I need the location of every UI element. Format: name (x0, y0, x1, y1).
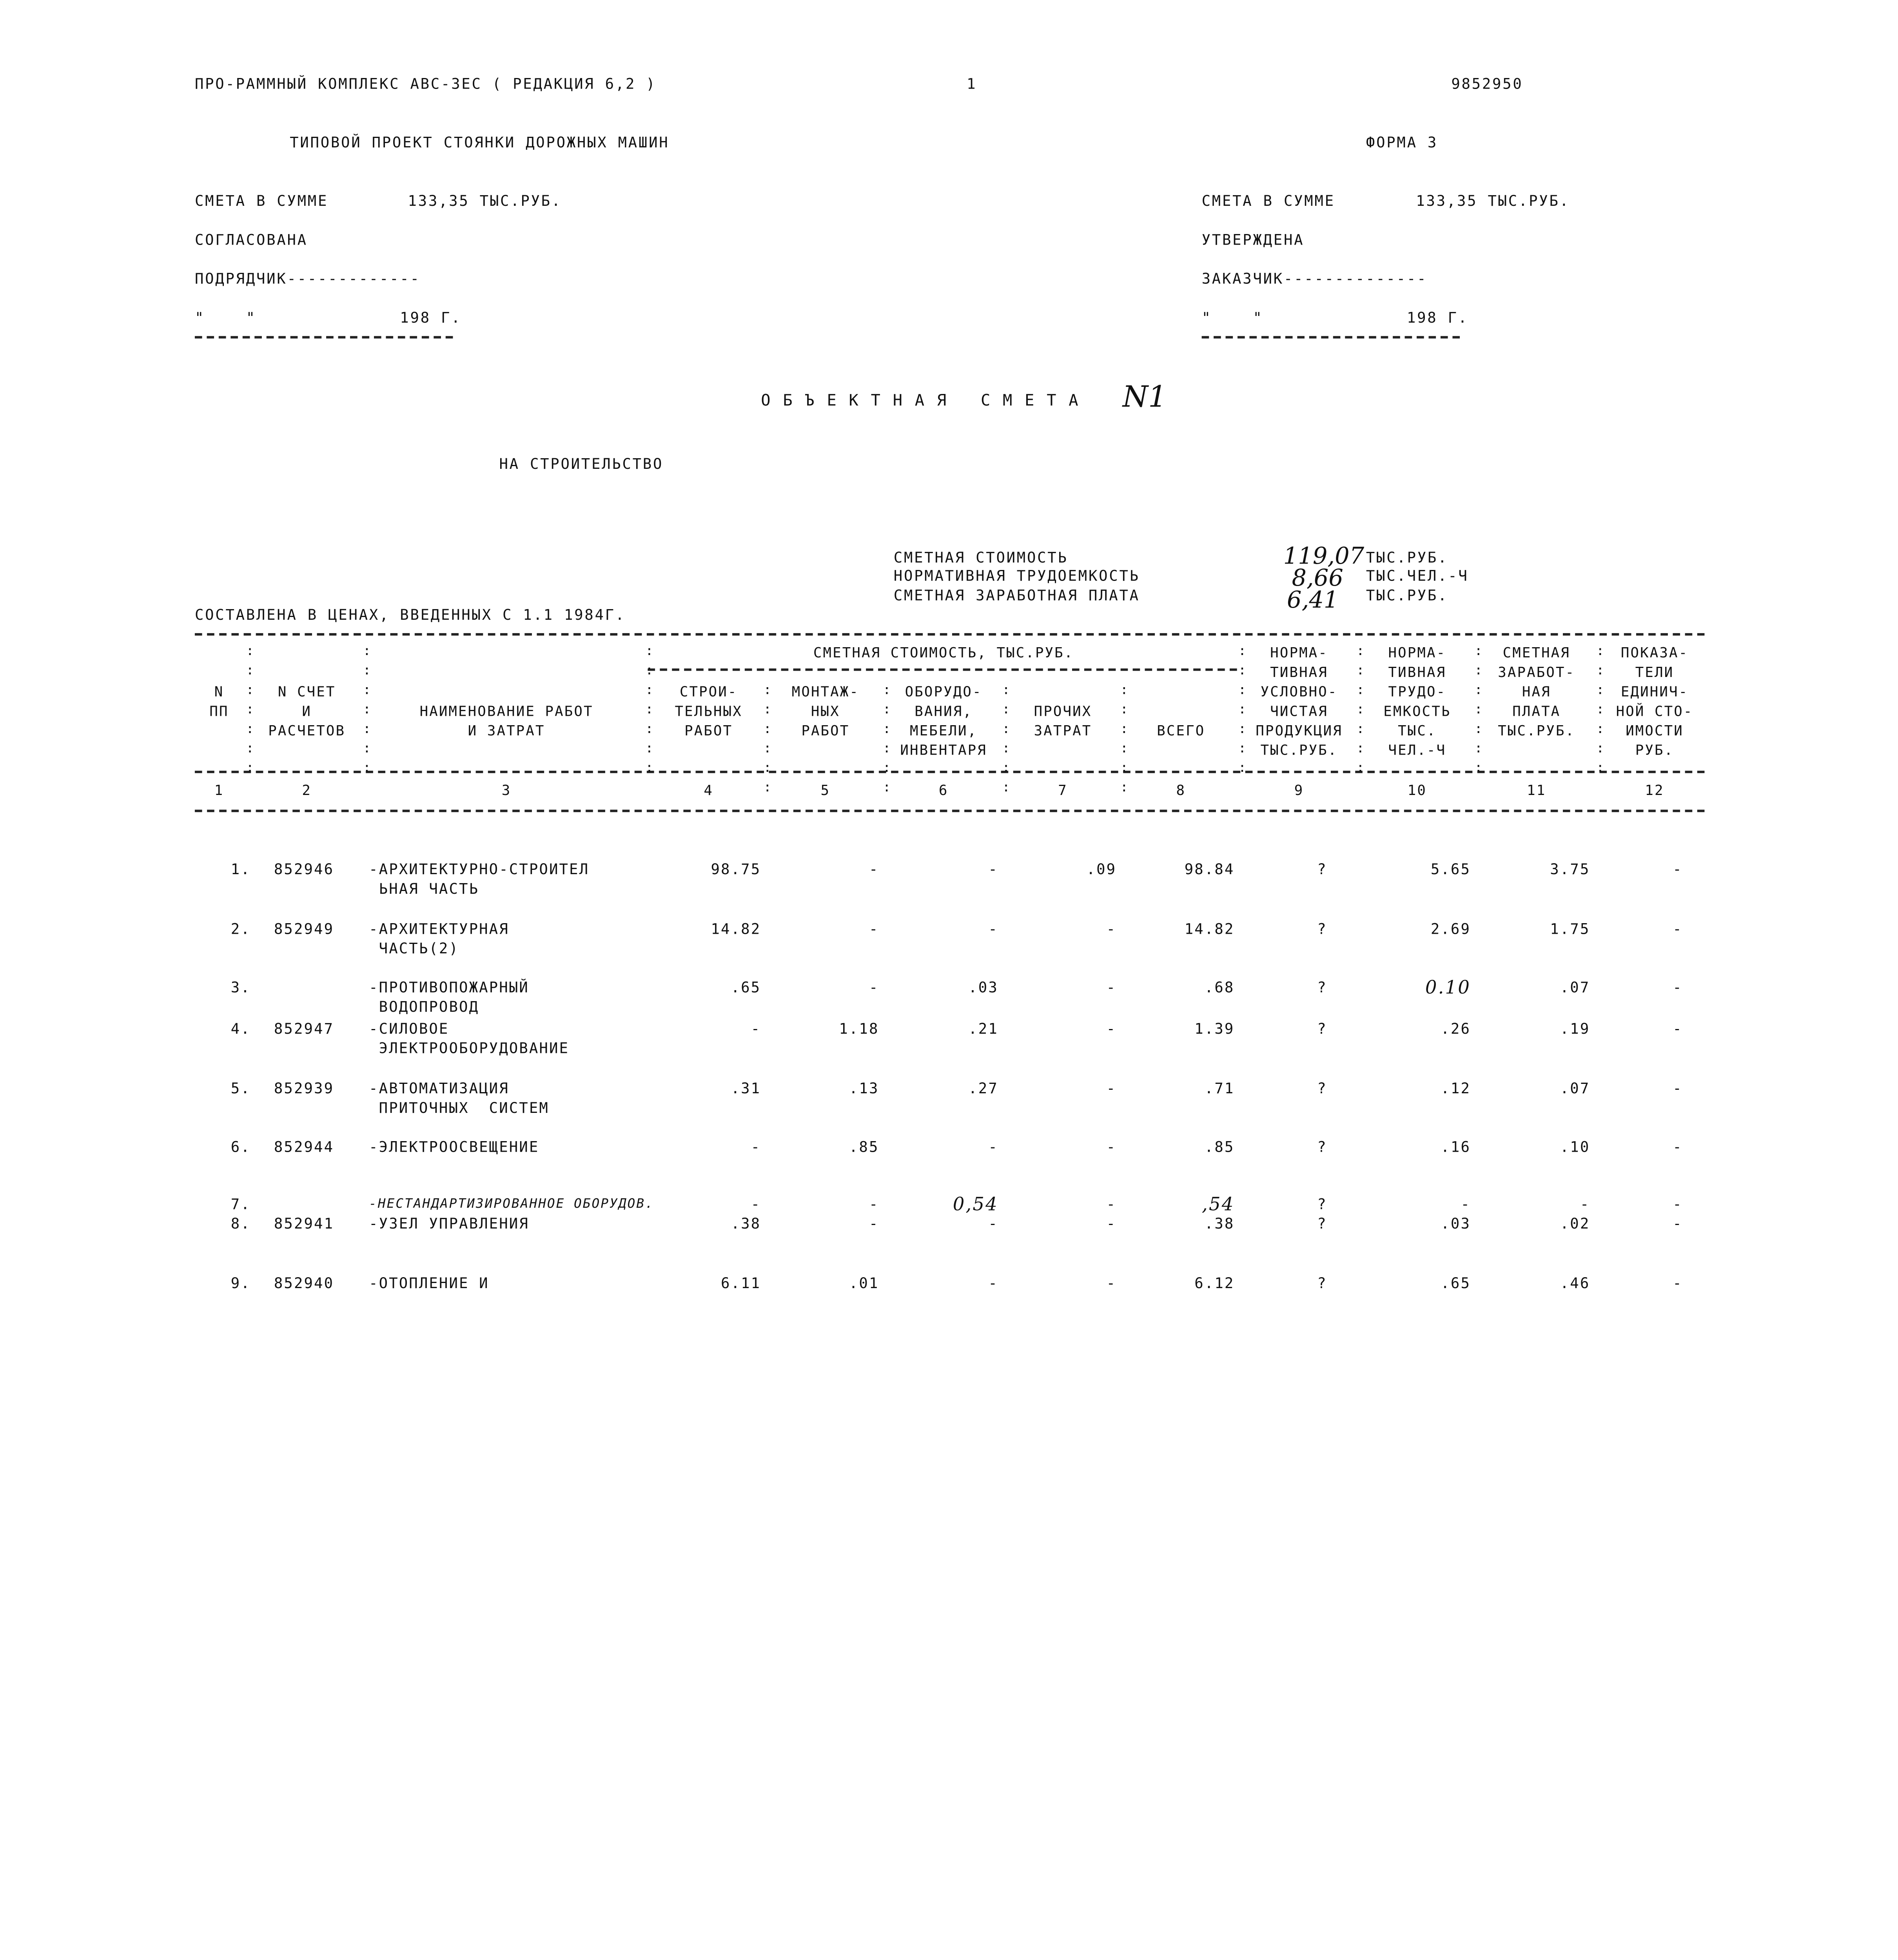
equipment-cost: .27 (968, 1080, 998, 1097)
unit-cost: - (1673, 920, 1683, 938)
construction-cost: .31 (731, 1080, 761, 1097)
col-number: 9 (1294, 782, 1304, 799)
other-cost: - (1106, 1020, 1117, 1038)
row-number: 3. (230, 979, 251, 996)
net-output: ? (1317, 860, 1327, 878)
col-sep: : : : : : : : (1474, 642, 1482, 776)
other-cost: - (1106, 1274, 1117, 1292)
col-header-net-output: НОРМА- ТИВНАЯ УСЛОВНО- ЧИСТАЯ ПРОДУКЦИЯ ТЫС.РУБ. (1256, 644, 1343, 759)
left-status: СОГЛАСОВАНА (194, 231, 308, 249)
wages: 3.75 (1550, 860, 1590, 878)
row-number: 6. (230, 1138, 251, 1156)
col-sep: : : : : : : : (246, 642, 254, 776)
installation-cost: .01 (849, 1274, 879, 1292)
col-header-npp: N ПП (209, 683, 229, 720)
total-cost: 6.12 (1194, 1274, 1235, 1292)
col-sep: : : : : : : : (1596, 642, 1604, 776)
construction-cost: 98.75 (711, 860, 761, 878)
installation-cost: - (869, 979, 879, 996)
row-number: 9. (230, 1274, 251, 1292)
right-sum-label: СМЕТА В СУММЕ (1201, 192, 1335, 210)
col-number: 7 (1058, 782, 1068, 799)
unit-cost: - (1673, 1080, 1683, 1097)
net-output: ? (1317, 1274, 1327, 1292)
total-cost: .38 (1204, 1215, 1235, 1232)
unit-cost: - (1673, 1196, 1683, 1213)
labor-intensity: 0.10 (1425, 976, 1471, 998)
other-cost: - (1106, 920, 1117, 938)
document-title-number: N1 (1122, 380, 1167, 414)
installation-cost: - (869, 1196, 879, 1213)
labor-intensity: .03 (1441, 1215, 1471, 1232)
left-date: " " 198 Г. (194, 309, 462, 327)
left-sum-value: 133,35 ТЫС.РУБ. (408, 192, 562, 210)
document-title: О Б Ъ Е К Т Н А Я С М Е Т А (761, 392, 1080, 410)
col-sep: : : : : : : (763, 682, 772, 795)
installation-cost: .13 (849, 1080, 879, 1097)
summary-labor-unit: ТЫС.ЧЕЛ.-Ч (1366, 567, 1469, 584)
row-number: 8. (230, 1215, 251, 1232)
wages: .10 (1560, 1138, 1590, 1156)
total-cost: .68 (1204, 979, 1235, 996)
labor-intensity: .26 (1441, 1020, 1471, 1038)
installation-cost: - (869, 860, 879, 878)
net-output: ? (1317, 1020, 1327, 1038)
total-cost: ,54 (1202, 1193, 1235, 1215)
left-sum-label: СМЕТА В СУММЕ (194, 192, 328, 210)
col-sep: : : : : : : (1002, 682, 1010, 795)
construction-cost: 6.11 (721, 1274, 761, 1292)
col-number: 4 (704, 782, 714, 799)
account-number: 852941 (274, 1215, 334, 1232)
equipment-cost: .03 (968, 979, 998, 996)
col-header-name: НАИМЕНОВАНИЕ РАБОТ И ЗАТРАТ (419, 702, 593, 739)
summary-wage-value: 6,41 (1287, 587, 1339, 614)
account-number: 852944 (274, 1138, 334, 1156)
prices-note: СОСТАВЛЕНА В ЦЕНАХ, ВВЕДЕННЫХ С 1.1 1984Г. (194, 606, 626, 624)
summary-wage-label: СМЕТНАЯ ЗАРАБОТНАЯ ПЛАТА (893, 587, 1140, 604)
wages: .19 (1560, 1020, 1590, 1038)
col-header-installation: МОНТАЖ- НЫХ РАБОТ (791, 683, 860, 739)
labor-intensity: .16 (1441, 1138, 1471, 1156)
wages: .07 (1560, 1080, 1590, 1097)
program-name: ПРО-РАММНЫЙ КОМПЛЕКС АВС-ЗЕС ( РЕДАКЦИЯ 6,2 ) (194, 75, 657, 93)
col-sep: : : : : : : : (363, 642, 371, 776)
table-top-rule (195, 633, 1704, 635)
labor-intensity: - (1461, 1196, 1471, 1213)
work-name: -АРХИТЕКТУРНО-СТРОИТЕЛ ЬНАЯ ЧАСТЬ (369, 860, 590, 898)
work-name: -СИЛОВОЕ ЭЛЕКТРООБОРУДОВАНИЕ (369, 1020, 570, 1057)
col-number: 12 (1645, 782, 1664, 799)
col-header-other: ПРОЧИХ ЗАТРАТ (1034, 702, 1092, 739)
other-cost: - (1106, 1196, 1117, 1213)
work-name: -АВТОМАТИЗАЦИЯ ПРИТОЧНЫХ СИСТЕМ (369, 1080, 549, 1117)
total-cost: .85 (1204, 1138, 1235, 1156)
summary-labor-value: 8,66 (1292, 565, 1343, 592)
col-sep: : : : : : : : (1238, 642, 1247, 776)
work-name: -ПРОТИВОПОЖАРНЫЙ ВОДОПРОВОД (369, 979, 529, 1016)
equipment-cost: .21 (968, 1020, 998, 1038)
col-number: 8 (1176, 782, 1186, 799)
col-header-account: N СЧЕТ И РАСЧЕТОВ (268, 683, 346, 739)
col-number: 1 (214, 782, 224, 799)
construction-cost: 14.82 (711, 920, 761, 938)
document-id: 9852950 (1451, 75, 1523, 93)
col-number: 11 (1527, 782, 1546, 799)
wages: .07 (1560, 979, 1590, 996)
col-number: 2 (302, 782, 312, 799)
summary-wage-unit: ТЫС.РУБ. (1366, 587, 1448, 604)
wages: - (1580, 1196, 1590, 1213)
unit-cost: - (1673, 1215, 1683, 1232)
work-name: -ЭЛЕКТРООСВЕЩЕНИЕ (369, 1138, 539, 1156)
left-date-underline (195, 336, 453, 338)
group-header-rule (648, 668, 1237, 671)
construction-cost: - (751, 1196, 761, 1213)
right-date: " " 198 Г. (1201, 309, 1468, 327)
construction-cost: - (751, 1020, 761, 1038)
page-number: 1 (967, 75, 977, 93)
construction-cost: .38 (731, 1215, 761, 1232)
other-cost: .09 (1086, 860, 1117, 878)
account-number: 852940 (274, 1274, 334, 1292)
installation-cost: - (869, 920, 879, 938)
unit-cost: - (1673, 1020, 1683, 1038)
labor-intensity: 5.65 (1430, 860, 1471, 878)
summary-cost-unit: ТЫС.РУБ. (1366, 549, 1448, 566)
col-sep: : : : : : : (1120, 682, 1129, 795)
net-output: ? (1317, 979, 1327, 996)
wages: .02 (1560, 1215, 1590, 1232)
equipment-cost: - (988, 1215, 998, 1232)
col-number: 5 (820, 782, 831, 799)
equipment-cost: - (988, 1274, 998, 1292)
col-header-construction: СТРОИ- ТЕЛЬНЫХ РАБОТ (675, 683, 742, 739)
col-number: 3 (501, 782, 512, 799)
work-name: -ОТОПЛЕНИЕ И (369, 1274, 489, 1292)
labor-intensity: .65 (1441, 1274, 1471, 1292)
unit-cost: - (1673, 1274, 1683, 1292)
row-number: 7. (230, 1196, 251, 1213)
summary-labor-label: НОРМАТИВНАЯ ТРУДОЕМКОСТЬ (893, 567, 1140, 584)
equipment-cost: - (988, 1138, 998, 1156)
account-number: 852946 (274, 860, 334, 878)
other-cost: - (1106, 1138, 1117, 1156)
other-cost: - (1106, 1215, 1117, 1232)
col-number: 10 (1407, 782, 1427, 799)
labor-intensity: .12 (1441, 1080, 1471, 1097)
other-cost: - (1106, 1080, 1117, 1097)
unit-cost: - (1673, 860, 1683, 878)
row-number: 4. (230, 1020, 251, 1038)
net-output: ? (1317, 1196, 1327, 1213)
labor-intensity: 2.69 (1430, 920, 1471, 938)
row-number: 1. (230, 860, 251, 878)
work-name: -АРХИТЕКТУРНАЯ ЧАСТЬ(2) (369, 920, 509, 957)
col-header-wages: СМЕТНАЯ ЗАРАБОТ- НАЯ ПЛАТА ТЫС.РУБ. (1498, 644, 1575, 739)
total-cost: 98.84 (1184, 860, 1235, 878)
col-header-total: ВСЕГО (1157, 722, 1205, 739)
equipment-cost: - (988, 920, 998, 938)
group-header-cost: СМЕТНАЯ СТОИМОСТЬ, ТЫС.РУБ. (813, 644, 1074, 661)
summary-cost-value: 119,07 (1283, 543, 1365, 570)
construction-cost: .65 (731, 979, 761, 996)
col-sep: : : : : : : : (645, 642, 653, 776)
equipment-cost: 0,54 (953, 1193, 998, 1215)
work-name: -НЕСТАНДАРТИЗИРОВАННОЕ ОБОРУДОВ. (369, 1197, 654, 1212)
equipment-cost: - (988, 860, 998, 878)
wages: .46 (1560, 1274, 1590, 1292)
col-sep: : : : : : : : (1356, 642, 1365, 776)
construction-cost: - (751, 1138, 761, 1156)
column-numbers-rule (195, 809, 1704, 812)
total-cost: .71 (1204, 1080, 1235, 1097)
col-header-labor: НОРМА- ТИВНАЯ ТРУДО- ЕМКОСТЬ ТЫС. ЧЕЛ.-Ч (1383, 644, 1451, 759)
form-label: ФОРМА 3 (1366, 134, 1438, 151)
installation-cost: - (869, 1215, 879, 1232)
right-status: УТВЕРЖДЕНА (1201, 231, 1305, 249)
col-number: 6 (938, 782, 949, 799)
installation-cost: 1.18 (839, 1020, 879, 1038)
summary-cost-label: СМЕТНАЯ СТОИМОСТЬ (893, 549, 1068, 566)
row-number: 2. (230, 920, 251, 938)
col-sep: : : : : : : (882, 682, 891, 795)
wages: 1.75 (1550, 920, 1590, 938)
unit-cost: - (1673, 1138, 1683, 1156)
document-subtitle: НА СТРОИТЕЛЬСТВО (499, 455, 664, 473)
account-number: 852939 (274, 1080, 334, 1097)
installation-cost: .85 (849, 1138, 879, 1156)
right-party: ЗАКАЗЧИК-------------- (1201, 270, 1428, 288)
net-output: ? (1317, 920, 1327, 938)
account-number: 852947 (274, 1020, 334, 1038)
left-party: ПОДРЯДЧИК------------- (194, 270, 421, 288)
net-output: ? (1317, 1138, 1327, 1156)
net-output: ? (1317, 1080, 1327, 1097)
total-cost: 1.39 (1194, 1020, 1235, 1038)
right-date-underline (1202, 336, 1460, 338)
col-header-unit-cost: ПОКАЗА- ТЕЛИ ЕДИНИЧ- НОЙ СТО- ИМОСТИ РУБ. (1616, 644, 1693, 759)
account-number: 852949 (274, 920, 334, 938)
unit-cost: - (1673, 979, 1683, 996)
col-header-equipment: ОБОРУДО- ВАНИЯ, МЕБЕЛИ, ИНВЕНТАРЯ (900, 683, 987, 759)
project-title: ТИПОВОЙ ПРОЕКТ СТОЯНКИ ДОРОЖНЫХ МАШИН (290, 134, 670, 151)
row-number: 5. (230, 1080, 251, 1097)
total-cost: 14.82 (1184, 920, 1235, 938)
other-cost: - (1106, 979, 1117, 996)
right-sum-value: 133,35 ТЫС.РУБ. (1416, 192, 1570, 210)
work-name: -УЗЕЛ УПРАВЛЕНИЯ (369, 1215, 529, 1232)
net-output: ? (1317, 1215, 1327, 1232)
